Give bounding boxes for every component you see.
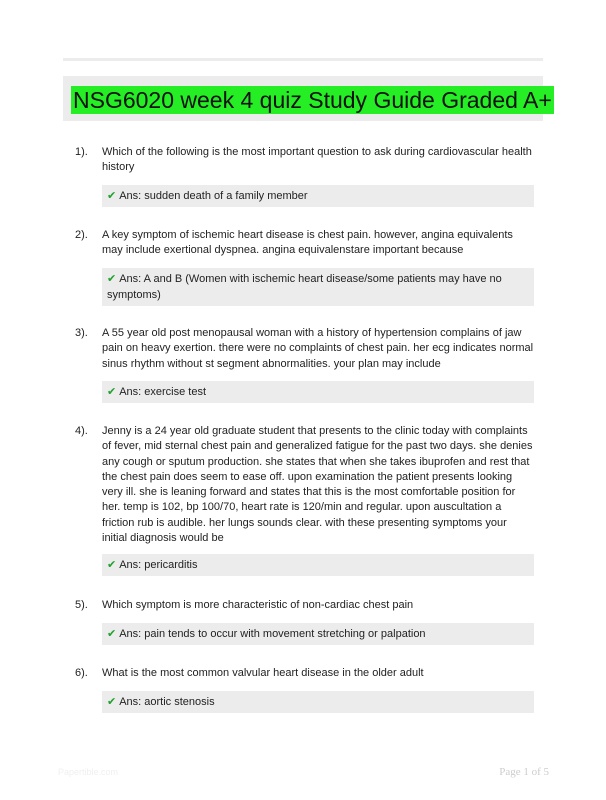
answer-text: Ans: A and B (Women with ischemic heart disease/some patients may have no symptoms) xyxy=(107,273,502,301)
answer-box xyxy=(102,185,534,207)
check-icon: ✔ xyxy=(107,628,117,640)
question-text: Jenny is a 24 year old graduate student that presents to the clinic today with complaints of fever, mid sternal chest pain and generalized fatigue for the past two days. she denies any cough or sputum production. she states that when she takes ibuprofen and rest that the chest pain does seem to ease off. upon examination the patient presents looking very ill. she is leaning forward and states that this is the most comfortable position for her. temp is 102, bp 100/70, heart rate is 120/min and regular. upon auscultation a friction rub is audible. her lungs sounds clear. with these presenting symptoms your initial diagnosis would be xyxy=(102,425,533,545)
check-icon: ✔ xyxy=(107,190,117,202)
answer-box xyxy=(102,554,534,576)
top-divider xyxy=(63,58,543,61)
document-title: NSG6020 week 4 quiz Study Guide Graded A+ xyxy=(73,87,552,113)
answer-box xyxy=(102,691,534,713)
question-number: 3). xyxy=(75,327,88,339)
question-number: 6). xyxy=(75,667,88,679)
question-number: 5). xyxy=(75,599,88,611)
question-text: Which of the following is the most important question to ask during cardiovascular health history xyxy=(102,146,532,174)
question-text: A key symptom of ischemic heart disease is chest pain. however, angina equivalents may include exertional dyspnea. angina equivalenstare important because xyxy=(102,229,513,257)
question-number: 1). xyxy=(75,146,88,158)
answer-box xyxy=(102,268,534,306)
question-number: 4). xyxy=(75,425,88,437)
check-icon: ✔ xyxy=(107,386,117,398)
answer-text: Ans: sudden death of a family member xyxy=(119,190,308,202)
answer-box xyxy=(102,623,534,645)
footer-site-watermark: Papertible.com xyxy=(58,767,119,777)
question-text: A 55 year old post menopausal woman with a history of hypertension complains of jaw pain on heavy exertion. there were no complaints of chest pain. her ecg indicates normal sinus rhythm without st segment abnormalities. your plan may include xyxy=(102,327,534,370)
page-indicator: Page 1 of 5 xyxy=(499,766,549,778)
check-icon: ✔ xyxy=(107,696,117,708)
question-text: Which symptom is more characteristic of non-cardiac chest pain xyxy=(102,599,414,611)
check-icon: ✔ xyxy=(107,559,117,571)
check-icon: ✔ xyxy=(107,273,117,285)
answer-text: Ans: pain tends to occur with movement stretching or palpation xyxy=(119,628,426,640)
question-number: 2). xyxy=(75,229,88,241)
question-text: What is the most common valvular heart disease in the older adult xyxy=(102,667,424,679)
answer-box xyxy=(102,381,534,403)
answer-text: Ans: aortic stenosis xyxy=(119,696,215,708)
answer-text: Ans: exercise test xyxy=(119,386,207,398)
answer-text: Ans: pericarditis xyxy=(119,559,198,571)
